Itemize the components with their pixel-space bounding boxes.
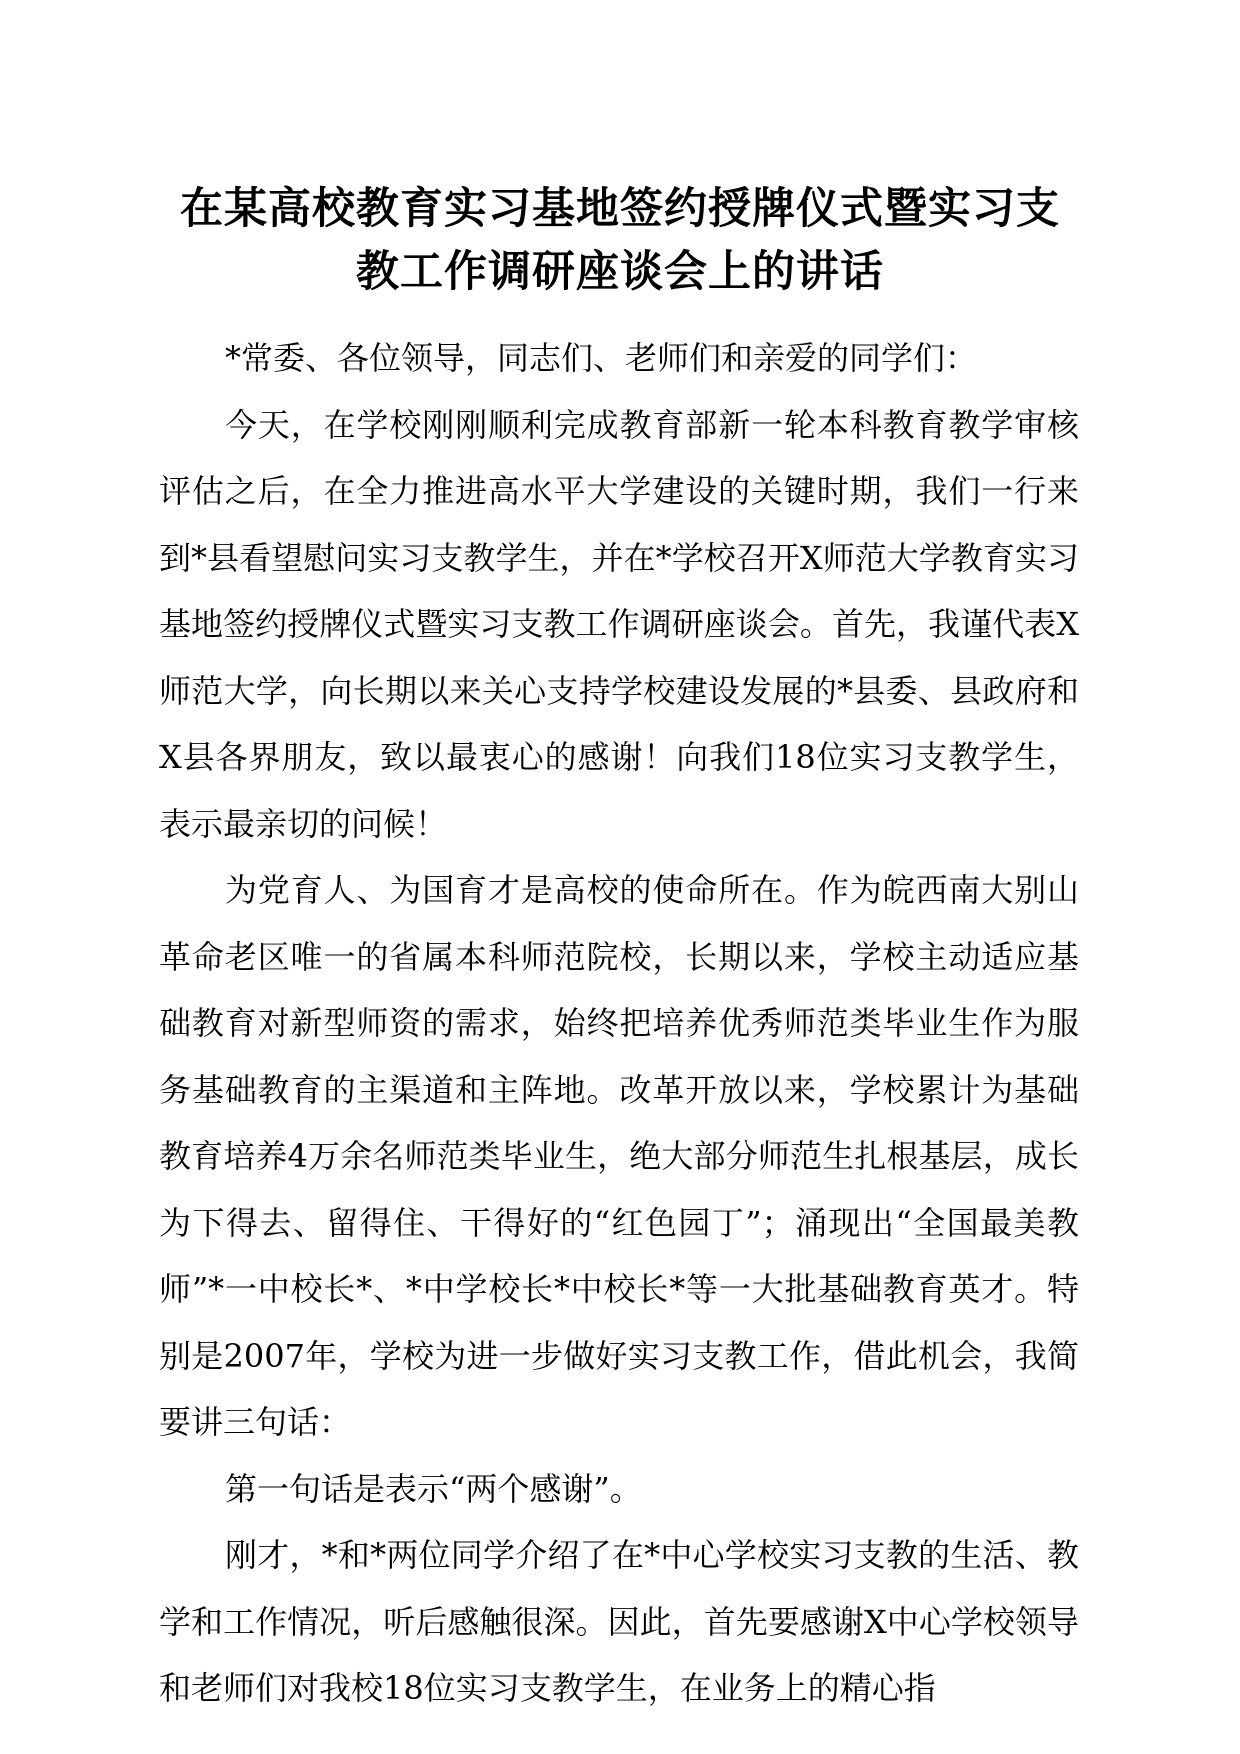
- body-paragraph: 为党育人、为国育才是高校的使命所在。作为皖西南大别山革命老区唯一的省属本科师范院校，长期以来，学校主动适应基础教育对新型师资的需求，始终把培养优秀师范类毕业生作为服务基础教育的主渠道和主阵地。改革开放以来，学校累计为基础教育培养4万余名师范类毕业生，绝大部分师范生扎根基层，成长为下得去、留得住、干得好的“红色园丁”；涌现出“全国最美教师”*一中校长*、*中学校长*中校长*等一大批基础教育英才。特别是2007年，学校为进一步做好实习支教工作，借此机会，我简要讲三句话：: [159, 871, 1079, 1441]
- body-paragraph: 刚才，*和*两位同学介绍了在*中心学校实习支教的生活、教学和工作情况，听后感触很深。因此，首先要感谢X中心学校领导和老师们对我校18位实习支教学生，在业务上的精心指: [159, 1536, 1079, 1707]
- title-line-2: 教工作调研座谈会上的讲话: [356, 247, 884, 297]
- body-paragraph: 第一句话是表示“两个感谢”。: [225, 1469, 642, 1508]
- document-body: [159, 325, 1079, 1722]
- body-paragraph: 今天，在学校刚刚顺利完成教育部新一轮本科教育教学审核评估之后，在全力推进高水平大学建设的关键时期，我们一行来到*县看望慰问实习支教学生，并在*学校召开X师范大学教育实习基地签约授牌仪式暨实习支教工作调研座谈会。首先，我谨代表X师范大学，向长期以来关心支持学校建设发展的*县委、县政府和X县各界朋友，致以最衷心的感谢！向我们18位实习支教学生，表示最亲切的问候！: [159, 405, 1079, 843]
- salutation-paragraph: *常委、各位领导，同志们、老师们和亲爱的同学们：: [225, 339, 978, 377]
- title-line-1: 在某高校教育实习基地签约授牌仪式暨实习支: [180, 184, 1060, 234]
- document-title: [150, 178, 1090, 304]
